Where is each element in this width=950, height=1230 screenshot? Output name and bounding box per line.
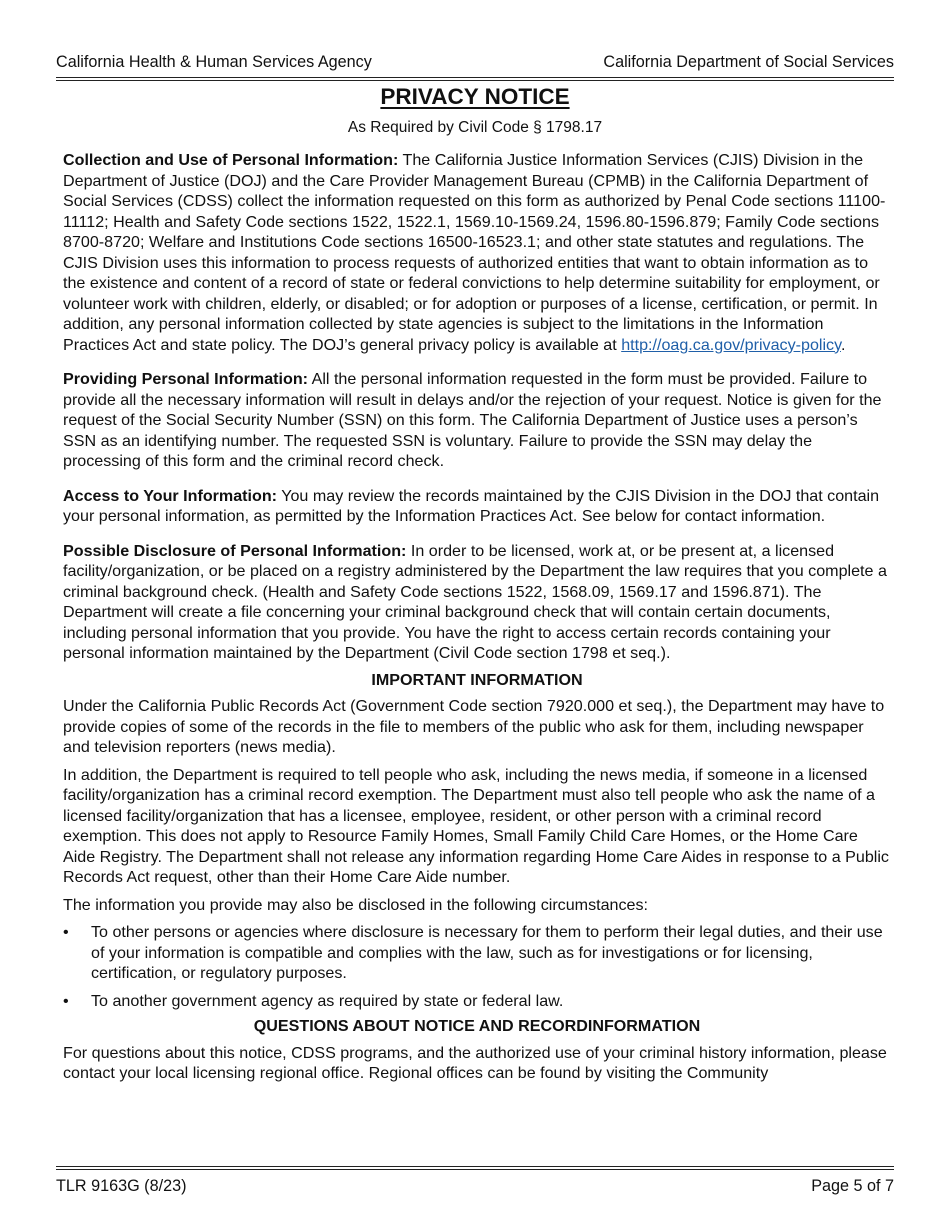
collection-text: The California Justice Information Services (CJIS) Division in the Department of Justice (DOJ) and the Care Provider Management Bureau (CPMB) in the California Department of Social Services (CDSS) collect the information requested on this form as authorized by Penal Code sections 11100-11112; Health and Safety Code sections 1522, 1522.1, 1569.10-1569.24, 1596.80-1596.879; Family Code sections 8700-8720; Welfare and Institutions Code sections 16500-16523.1; and other state statutes and regulations. The CJIS Division uses this information to process requests of authorized entities that want to obtain information as to the existence and content of a record of state or federal convictions to help determine suitability for employment, or volunteer work with children, elderly, or disabled; or for adoption or purposes of a license, certification, or permit. In addition, any personal information collected by state agencies is subject to the limitations in the Information Practices Act and state policy. The DOJ’s general privacy policy is available at	[63, 151, 886, 354]
list-item: • To other persons or agencies where disclosure is necessary for them to perform their legal duties, and their use of your information is compatible and complies with the law, such as for investigations or for licensing, certification, or regulatory purposes.	[63, 923, 883, 982]
agency-name: California Health & Human Services Agency	[56, 53, 372, 71]
bullet-icon: •	[63, 991, 69, 1010]
privacy-policy-link[interactable]: http://oag.ca.gov/privacy-policy	[621, 335, 841, 354]
important-paragraph-2: In addition, the Department is required to tell people who ask, including the news media, if someone in a licensed facility/organization has a criminal record exemption. The Department must also tell people who ask the name of a licensed facility/organization that has a licensee, employee, resident, or other person with a criminal record exemption. This does not apply to Resource Family Homes, Small Family Child Care Homes, or the Home Care Aide Registry. The Department shall not release any information regarding Home Care Aides in response to a Public Records Act request, other than their Home Care Aide number.	[63, 765, 889, 886]
department-name: California Department of Social Services	[603, 53, 894, 71]
disclosure-text: In order to be licensed, work at, or be present at, a licensed facility/organization, or be placed on a registry administered by the Department the law requires that you complete a criminal background check. (Health and Safety Code sections 1522, 1568.09, 1569.17 and 1596.871). The Department will create a file concerning your criminal background check that will contain certain documents, including personal information that you provide. You have the right to access certain records containing your personal information maintained by the Department (Civil Code section 1798 et seq.).	[63, 541, 887, 662]
important-heading: IMPORTANT INFORMATION	[371, 670, 583, 689]
providing-paragraph	[63, 369, 891, 472]
access-text: You may review the records maintained by the CJIS Division in the DOJ that contain your personal information, as permitted by the Information Practices Act. See below for contact information.	[63, 486, 880, 525]
questions-heading: QUESTIONS ABOUT NOTICE AND RECORDINFORMATION	[253, 1017, 701, 1035]
form-id: TLR 9163G (8/23)	[56, 1177, 187, 1195]
important-paragraph-1: Under the California Public Records Act (Government Code section 7920.000 et seq.), the Department may have to provide copies of some of the records in the file to members of the public who ask for them, including newspaper and television reporters (news media).	[63, 697, 885, 756]
access-heading: Access to Your Information:	[63, 486, 278, 505]
list-item: • To another government agency as required by state or federal law.	[63, 991, 564, 1010]
disclosure-paragraph	[63, 541, 891, 664]
page-footer	[56, 1176, 894, 1196]
access-paragraph	[63, 486, 891, 527]
notice-body	[63, 150, 891, 1091]
page-header	[56, 52, 894, 72]
providing-text: All the personal information requested in the form must be provided. Failure to provide all the necessary information will result in delays and/or the rejection of your request. Notice is given for the request of the Social Security Number (SSN) on this form. The California Department of Justice uses a person’s SSN as an identifying number. The requested SSN is voluntary. Failure to provide the SSN may delay the processing of this form and the criminal record check.	[63, 370, 882, 470]
footer-divider	[56, 1166, 894, 1170]
disclosure-heading: Possible Disclosure of Personal Information:	[63, 541, 407, 560]
bullet-icon: •	[63, 923, 69, 941]
important-paragraph-3: The information you provide may also be disclosed in the following circumstances:	[63, 895, 649, 914]
page-subtitle: As Required by Civil Code § 1798.17	[347, 119, 603, 136]
providing-heading: Providing Personal Information:	[63, 370, 309, 388]
collection-paragraph: Collection and Use of Personal Information: The California Justice Information Services (CJIS) Division in the Department of Justice (DOJ) and the Care Provider Management Bureau (CPMB) in the California Department of Social Services (CDSS) collect the information requested on this form as authorized by Penal Code sections 11100-11112; Health and Safety Code sections 1522, 1522.1, 1569.10-1569.24, 1596.80-1596.879; Family Code sections 8700-8720; Welfare and Institutions Code sections 16500-16523.1; and other state statutes and regulations. The CJIS Division uses this information to process requests of authorized entities that want to obtain information as to the existence and content of a record of state or federal convictions to help determine suitability for employment, or volunteer work with children, elderly, or disabled; or for adoption or purposes of a license, certification, or permit. In addition, any personal information collected by state agencies is subject to the limitations in the Information Practices Act and state policy. The DOJ’s general privacy policy is available at http://oag.ca.gov/privacy-policy.	[63, 151, 886, 354]
collection-heading: Collection and Use of Personal Information:	[63, 151, 399, 169]
disclosure-list	[63, 922, 891, 1011]
header-divider	[56, 77, 894, 81]
questions-paragraph: For questions about this notice, CDSS programs, and the authorized use of your criminal history information, please contact your local licensing regional office. Regional offices can be found by visiting the Community	[63, 1043, 887, 1082]
page-number: Page 5 of 7	[811, 1177, 894, 1195]
page-title: PRIVACY NOTICE	[380, 84, 570, 109]
